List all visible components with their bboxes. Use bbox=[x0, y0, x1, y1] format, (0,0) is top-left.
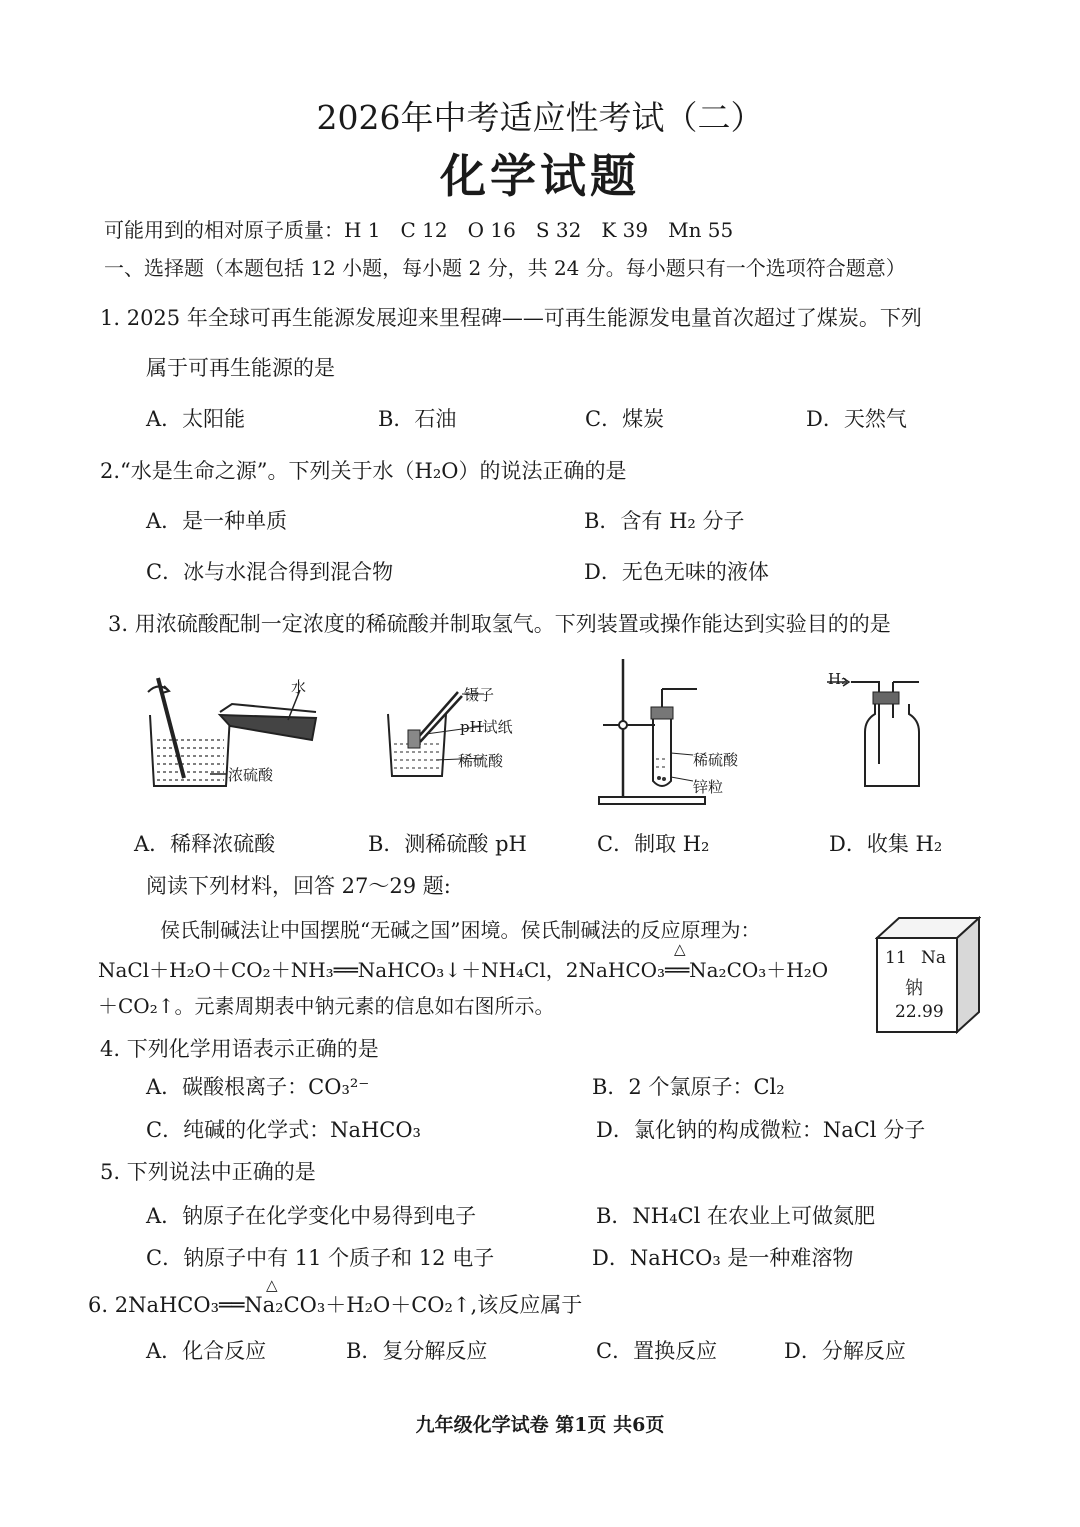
label-tweezers: 镊子 bbox=[464, 686, 495, 704]
element-mass: 22.99 bbox=[895, 1002, 944, 1022]
q3-option-d[interactable]: D．收集 H₂ bbox=[829, 832, 943, 856]
element-symbol: Na bbox=[921, 948, 947, 968]
q4-option-d[interactable]: D．氯化钠的构成微粒：NaCl 分子 bbox=[596, 1118, 926, 1142]
q2-option-b[interactable]: B．含有 H₂ 分子 bbox=[584, 509, 745, 533]
q2-stem: 2.“水是生命之源”。下列关于水（H₂O）的说法正确的是 bbox=[100, 459, 627, 483]
element-card-sodium bbox=[875, 916, 981, 1034]
reading-line3: ＋CO₂↑。元素周期表中钠元素的信息如右图所示。 bbox=[98, 994, 555, 1018]
q3-option-b[interactable]: B．测稀硫酸 pH bbox=[368, 832, 527, 856]
label-dilute-acid-c: 稀硫酸 bbox=[693, 751, 739, 769]
label-dilute-acid-b: 稀硫酸 bbox=[458, 752, 504, 770]
label-ph-paper: pH试纸 bbox=[460, 718, 513, 736]
q3-stem: 3. 用浓硫酸配制一定浓度的稀硫酸并制取氢气。下列装置或操作能达到实验目的的是 bbox=[108, 612, 891, 636]
q4-option-c[interactable]: C．纯碱的化学式：NaHCO₃ bbox=[146, 1118, 421, 1142]
q1-stem-line2: 属于可再生能源的是 bbox=[146, 356, 335, 380]
q2-option-c[interactable]: C．冰与水混合得到混合物 bbox=[146, 560, 394, 584]
label-water: 水 bbox=[291, 678, 307, 696]
q4-option-b[interactable]: B．2 个氯原子：Cl₂ bbox=[592, 1075, 785, 1099]
q3-option-c[interactable]: C．制取 H₂ bbox=[597, 832, 710, 856]
q1-option-a[interactable]: A．太阳能 bbox=[146, 407, 246, 431]
q6-option-c[interactable]: C．置换反应 bbox=[596, 1339, 718, 1363]
q2-option-d[interactable]: D．无色无味的液体 bbox=[584, 560, 769, 584]
reading-intro: 阅读下列材料，回答 27～29 题: bbox=[146, 874, 451, 898]
q5-option-b[interactable]: B．NH₄Cl 在农业上可做氮肥 bbox=[596, 1204, 875, 1228]
atomic-masses: 可能用到的相对原子质量：H 1 C 12 O 16 S 32 K 39 Mn 55 bbox=[104, 218, 734, 242]
q6-option-a[interactable]: A．化合反应 bbox=[146, 1339, 267, 1363]
label-conc-acid: 浓硫酸 bbox=[228, 766, 274, 784]
q3-option-a[interactable]: A．稀释浓硫酸 bbox=[134, 832, 276, 856]
page-footer: 九年级化学试卷 第1页 共6页 bbox=[415, 1414, 665, 1436]
reading-line1: 侯氏制碱法让中国摆脱“无碱之国”困境。侯氏制碱法的反应原理为： bbox=[160, 918, 761, 942]
q6-heat-mark: △ bbox=[266, 1276, 278, 1294]
q5-option-a[interactable]: A．钠原子在化学变化中易得到电子 bbox=[146, 1204, 477, 1228]
q1-option-c[interactable]: C．煤炭 bbox=[585, 407, 665, 431]
q5-option-c[interactable]: C．钠原子中有 11 个质子和 12 电子 bbox=[146, 1246, 495, 1270]
q1-option-d[interactable]: D．天然气 bbox=[806, 407, 907, 431]
q5-option-d[interactable]: D．NaHCO₃ 是一种难溶物 bbox=[592, 1246, 854, 1270]
reading-line2: NaCl＋H₂O＋CO₂＋NH₃══NaHCO₃↓＋NH₄Cl，2NaHCO₃══Na₂CO₃＋H₂O bbox=[98, 958, 829, 982]
element-name: 钠 bbox=[905, 978, 923, 999]
q4-option-a[interactable]: A．碳酸根离子：CO₃²⁻ bbox=[146, 1075, 370, 1099]
q6-option-b[interactable]: B．复分解反应 bbox=[346, 1339, 488, 1363]
label-zinc: 锌粒 bbox=[693, 778, 724, 796]
q6-stem: 6. 2NaHCO₃══Na₂CO₃＋H₂O＋CO₂↑,该反应属于 bbox=[88, 1293, 583, 1317]
q5-stem: 5. 下列说法中正确的是 bbox=[100, 1160, 316, 1184]
q2-option-a[interactable]: A．是一种单质 bbox=[146, 509, 288, 533]
reading-heat-mark: △ bbox=[674, 940, 686, 958]
q4-stem: 4. 下列化学用语表示正确的是 bbox=[100, 1037, 379, 1061]
label-h2-inlet: H₂ bbox=[828, 670, 848, 688]
q1-option-b[interactable]: B．石油 bbox=[378, 407, 457, 431]
element-number: 11 bbox=[885, 948, 907, 968]
subject-title: 化学试题 bbox=[440, 149, 640, 203]
q6-option-d[interactable]: D．分解反应 bbox=[784, 1339, 906, 1363]
exam-title: 2026年中考适应性考试（二） bbox=[316, 98, 764, 137]
q1-stem-line1: 1. 2025 年全球可再生能源发展迎来里程碑——可再生能源发电量首次超过了煤炭。下列 bbox=[100, 306, 922, 330]
section-heading: 一、选择题（本题包括 12 小题，每小题 2 分，共 24 分。每小题只有一个选项符合题意） bbox=[104, 256, 906, 280]
